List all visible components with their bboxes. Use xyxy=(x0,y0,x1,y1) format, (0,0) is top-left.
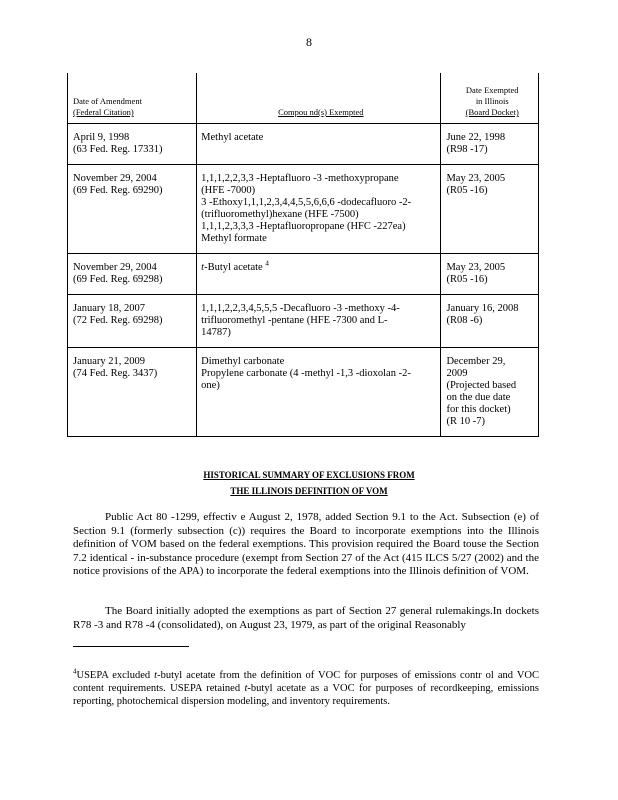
row3-date xyxy=(68,254,197,295)
citation-line: (74 Fed. Reg. 3437) xyxy=(73,368,158,379)
header-date-line1: Date of Amendment xyxy=(73,96,142,106)
footnote xyxy=(73,669,539,708)
row4-date xyxy=(68,295,197,348)
citation-line: (69 Fed. Reg. 69290) xyxy=(73,185,163,196)
row5-date xyxy=(68,348,197,437)
illinois-date-line: December 29, xyxy=(446,356,506,367)
compound-line xyxy=(201,259,440,274)
compound-line: trifluoromethyl -pentane (HFE -7300 and L- xyxy=(201,315,388,326)
citation-line: (72 Fed. Reg. 69298) xyxy=(73,315,163,326)
compound-line: 1,1,1,2,3,3,3 -Heptafluoropropane (HFC -227ea) xyxy=(201,221,406,232)
header-illinois-line1: Date Exempted xyxy=(465,85,519,95)
docket-line: (R98 -17) xyxy=(446,144,488,155)
date-line: November 29, 2004 xyxy=(73,173,157,184)
italic-t: t xyxy=(154,670,158,681)
docket-line: (R05 -16) xyxy=(446,185,488,196)
illinois-date-line: May 23, 2005 xyxy=(446,262,506,273)
header-date-line2: (Federal Citation) xyxy=(73,107,134,117)
italic-t: t xyxy=(244,683,248,694)
paragraph-2-text: The Board initially adopted the exemptions as part of Section 27 general rulemakings.In dockets R78 -3 and R78 -4 (consolidated), on August 23, 1979, as part of the original Reasonably xyxy=(73,605,539,631)
row2-date xyxy=(68,165,197,254)
compound-line: Dimethyl carbonate xyxy=(201,356,285,367)
italic-t: t xyxy=(201,262,205,273)
row1-illinois xyxy=(441,124,539,165)
header-date xyxy=(68,73,197,124)
page-number: 8 xyxy=(306,35,312,49)
header-illinois xyxy=(441,73,539,124)
section-heading xyxy=(0,467,618,499)
docket-line: (R05 -16) xyxy=(446,274,488,285)
compound-line: Methyl acetate xyxy=(201,132,264,143)
table-row xyxy=(68,295,539,348)
compound-line: one) xyxy=(201,380,220,391)
compound-line: 3 -Ethoxy1,1,1,2,3,4,4,5,5,6,6,6 -dodecafluoro -2- xyxy=(201,197,412,208)
row5-illinois xyxy=(441,348,539,437)
compound-line: (HFE -7000) xyxy=(201,185,256,196)
vom-exemptions-table xyxy=(67,73,539,437)
compound-line: 14787) xyxy=(201,327,231,338)
footnote-marker: 4 xyxy=(73,667,77,676)
table-row xyxy=(68,348,539,437)
table-row xyxy=(68,254,539,295)
table-header-row xyxy=(68,73,539,124)
row2-illinois xyxy=(441,165,539,254)
header-compounds xyxy=(197,73,441,124)
footnote-divider xyxy=(73,646,189,647)
illinois-date-line: January 16, 2008 xyxy=(446,303,519,314)
footnote-text: -butyl acetate as a VOC for purposes of recordkeeping, emissions reporting, photochemical dispersion modeling, and inventory requirements. xyxy=(73,683,540,707)
footnote-reference: 4 xyxy=(265,259,269,268)
compound-line: Methyl formate xyxy=(201,233,267,244)
row3-compounds xyxy=(197,254,441,295)
illinois-date-line: 2009 xyxy=(446,368,468,379)
paragraph-1 xyxy=(73,511,539,579)
docket-line: (R 10 -7) xyxy=(446,416,485,427)
note-line: on the due date xyxy=(446,392,511,403)
date-line: November 29, 2004 xyxy=(73,262,157,273)
row1-compounds xyxy=(197,124,441,165)
compound-line: 1,1,1,2,2,3,4,5,5,5 -Decafluoro -3 -methoxy -4- xyxy=(201,303,400,314)
illinois-date-line: June 22, 1998 xyxy=(446,132,506,143)
compound-line: Propylene carbonate (4 -methyl -1,3 -dioxolan -2- xyxy=(201,368,411,379)
compound-line: (trifluoromethyl)hexane (HFE -7500) xyxy=(201,209,359,220)
header-illinois-line3: (Board Docket) xyxy=(465,107,519,117)
compound-text: -Butyl acetate xyxy=(204,262,263,273)
footnote-text: USEPA excluded xyxy=(76,670,151,681)
row4-compounds xyxy=(197,295,441,348)
note-line: for this docket) xyxy=(446,404,511,415)
date-line: January 21, 2009 xyxy=(73,356,146,367)
paragraph-2 xyxy=(73,605,539,632)
row5-compounds xyxy=(197,348,441,437)
citation-line: (63 Fed. Reg. 17331) xyxy=(73,144,163,155)
heading-line2: THE ILLINOIS DEFINITION OF VOM xyxy=(230,486,388,496)
illinois-date-line: May 23, 2005 xyxy=(446,173,506,184)
note-line: (Projected based xyxy=(446,380,517,391)
row3-illinois xyxy=(441,254,539,295)
row1-date xyxy=(68,124,197,165)
citation-line: (69 Fed. Reg. 69298) xyxy=(73,274,163,285)
table-row xyxy=(68,165,539,254)
compound-line: 1,1,1,2,2,3,3 -Heptafluoro -3 -methoxypropane xyxy=(201,173,399,184)
row2-compounds xyxy=(197,165,441,254)
date-line: April 9, 1998 xyxy=(73,132,130,143)
docket-line: (R08 -6) xyxy=(446,315,483,326)
header-illinois-line2: in Illinois xyxy=(475,96,509,106)
table-row xyxy=(68,124,539,165)
date-line: January 18, 2007 xyxy=(73,303,146,314)
row4-illinois xyxy=(441,295,539,348)
header-compounds-label: Compou nd(s) Exempted xyxy=(278,107,364,117)
paragraph-1-text: Public Act 80 -1299, effectiv e August 2, 1978, added Section 9.1 to the Act. Subsection (e) of Section 9.1 (formerly subsection (c)) requires the Board to incorporate exemptions into the Illinois definition of VOM based on the federal exemptions. This provision required the Board touse the Section 7.2 identical - in-substance procedure (exempt from Section 27 of the Act (415 ILCS 5/27 (2002) and the notice provisions of the APA) to incorporate the federal exemptions into the Illinois definition of VOM. xyxy=(73,511,539,577)
footnote-text: -butyl acetate from the definition of VOC for purposes of emissions contr ol and VOC content requirements. USEPA retained xyxy=(73,670,539,694)
heading-line1: HISTORICAL SUMMARY OF EXCLUSIONS FROM xyxy=(203,470,415,480)
